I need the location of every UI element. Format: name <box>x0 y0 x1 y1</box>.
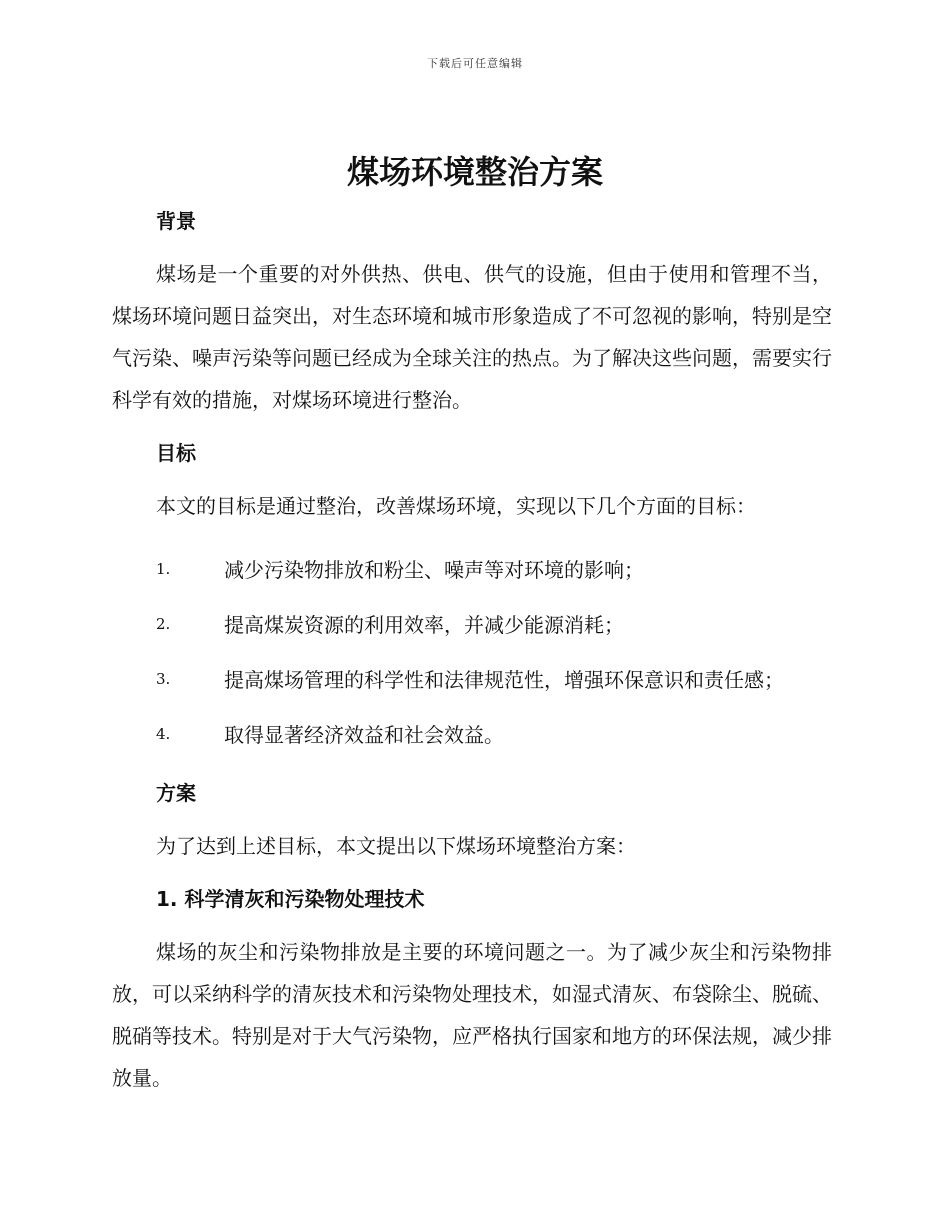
list-item-number: 3. <box>156 669 171 688</box>
list-item-text: 提高煤场管理的科学性和法律规范性，增强环保意识和责任感； <box>224 668 784 692</box>
list-item-number: 1. <box>156 559 171 578</box>
heading-background: 背景 <box>156 209 196 233</box>
list-item <box>112 596 832 651</box>
heading-plan-sub1: 1. 科学清灰和污染物处理技术 <box>156 887 425 911</box>
list-item-number: 2. <box>156 614 171 633</box>
heading-goals: 目标 <box>156 441 196 465</box>
paragraph-plan-intro: 为了达到上述目标，本文提出以下煤场环境整治方案： <box>156 834 636 858</box>
list-item-text: 提高煤炭资源的利用效率，并减少能源消耗； <box>224 613 624 637</box>
list-item <box>112 651 832 706</box>
document-body <box>112 203 832 1099</box>
goals-list <box>112 541 832 761</box>
heading-plan: 方案 <box>156 781 196 805</box>
document-title: 煤场环境整治方案 <box>346 153 603 191</box>
paragraph-goals-intro: 本文的目标是通过整治，改善煤场环境，实现以下几个方面的目标： <box>156 494 756 518</box>
list-item-number: 4. <box>156 724 171 743</box>
list-item-text: 减少污染物排放和粉尘、噪声等对环境的影响； <box>224 558 644 582</box>
list-item <box>112 541 832 596</box>
list-item-text: 取得显著经济效益和社会效益。 <box>224 723 504 747</box>
paragraph-background: 煤场是一个重要的对外供热、供电、供气的设施，但由于使用和管理不当，煤场环境问题日益突出，对生态环境和城市形象造成了不可忽视的影响，特别是空气污染、噪声污染等问题已经成为全球关注的热点。为了解决这些问题，需要实行科学有效的措施，对煤场环境进行整治。 <box>112 262 832 412</box>
list-item <box>112 706 832 761</box>
paragraph-plan-sub1: 煤场的灰尘和污染物排放是主要的环境问题之一。为了减少灰尘和污染物排放，可以采纳科学的清灰技术和污染物处理技术，如湿式清灰、布袋除尘、脱硫、脱硝等技术。特别是对于大气污染物，应严格执行国家和地方的环保法规，减少排放量。 <box>112 940 832 1090</box>
header-note: 下载后可任意编辑 <box>427 57 523 70</box>
